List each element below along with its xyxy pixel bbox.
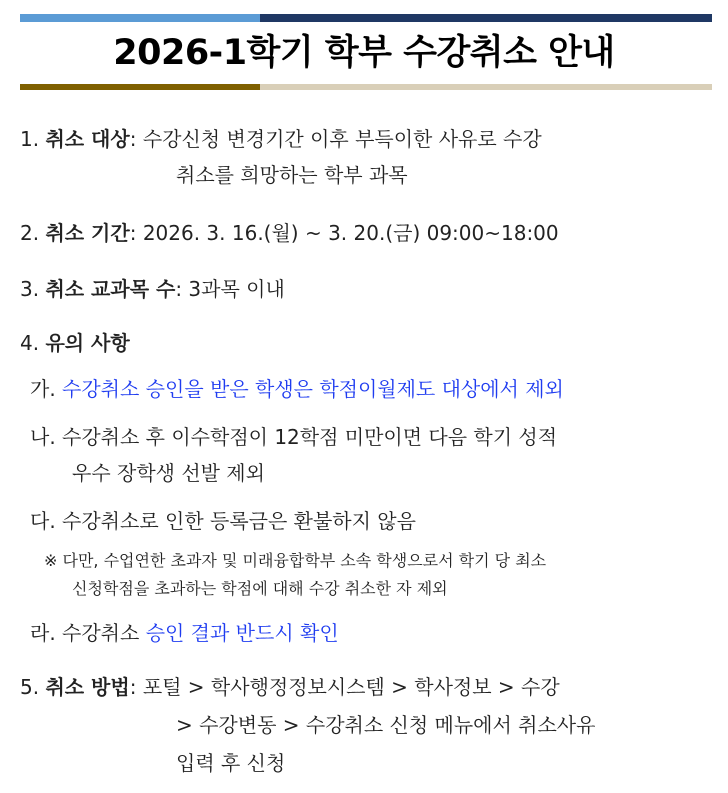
item-text: 3과목 이내	[188, 277, 285, 301]
item-target	[20, 122, 542, 156]
item-label: 취소 교과목 수	[45, 277, 176, 301]
item-method-line2	[176, 708, 595, 742]
note-marker: ※	[44, 551, 58, 570]
colon: :	[129, 675, 137, 699]
page-title: 2026-1학기 학부 수강취소 안내	[113, 33, 615, 73]
item-number: 1.	[20, 127, 40, 151]
note-marker: 나.	[30, 425, 56, 449]
note-text: 수강취소	[62, 621, 140, 645]
item-text: 2026. 3. 16.(월) ~ 3. 20.(금) 09:00~18:00	[142, 221, 559, 245]
item-notes-heading	[20, 326, 130, 360]
item-text: 취소를 희망하는 학부 과목	[176, 163, 408, 187]
note-ra	[30, 616, 339, 650]
note-exception	[44, 548, 546, 574]
note-text: 수강취소 승인을 받은 학생은 학점이월제도 대상에서 제외	[62, 377, 564, 401]
item-text: 수강신청 변경기간 이후 부득이한 사유로 수강	[142, 127, 542, 151]
item-text: > 수강변동 > 수강취소 신청 메뉴에서 취소사유	[176, 713, 596, 737]
item-period	[20, 216, 559, 250]
item-text: 포털 > 학사행정정보시스템 > 학사정보 > 수강	[142, 675, 560, 699]
note-text: 신청학점을 초과하는 학점에 대해 수강 취소한 자 제외	[72, 579, 448, 598]
note-exception-line2	[72, 576, 448, 602]
item-course-count	[20, 272, 285, 306]
item-label: 유의 사항	[45, 331, 130, 355]
note-text: 수강취소로 인한 등록금은 환불하지 않음	[62, 509, 416, 533]
bottom-accent-bar	[20, 84, 712, 90]
item-text: 입력 후 신청	[176, 751, 286, 775]
item-label: 취소 방법	[45, 675, 130, 699]
note-marker: 다.	[30, 509, 56, 533]
colon: :	[129, 127, 137, 151]
note-text: 다만, 수업연한 초과자 및 미래융합학부 소속 학생으로서 학기 당 최소	[62, 551, 547, 570]
note-da	[30, 504, 416, 538]
item-method-line3	[176, 746, 285, 780]
note-marker: 라.	[30, 621, 56, 645]
item-number: 5.	[20, 675, 40, 699]
note-text: 수강취소 후 이수학점이 12학점 미만이면 다음 학기 성적	[62, 425, 558, 449]
note-marker: 가.	[30, 377, 56, 401]
note-na-line2	[72, 456, 265, 490]
note-na	[30, 420, 557, 454]
item-number: 4.	[20, 331, 40, 355]
note-text-highlight: 승인 결과 반드시 확인	[145, 621, 339, 645]
item-label: 취소 기간	[45, 221, 130, 245]
top-accent-bar	[20, 14, 712, 22]
note-ga	[30, 372, 564, 406]
item-target-line2	[176, 158, 408, 192]
colon: :	[175, 277, 183, 301]
item-number: 3.	[20, 277, 40, 301]
item-number: 2.	[20, 221, 40, 245]
colon: :	[129, 221, 137, 245]
note-text: 우수 장학생 선발 제외	[72, 461, 265, 485]
item-label: 취소 대상	[45, 127, 130, 151]
item-method	[20, 670, 560, 704]
